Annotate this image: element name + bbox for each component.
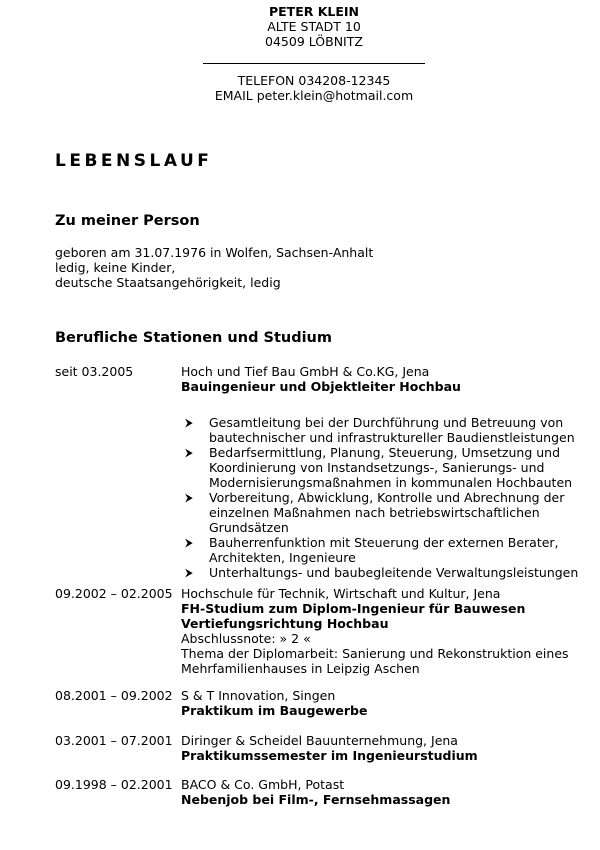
bullet-text: einzelnen Maßnahmen nach betriebswirtschaftlichen [209, 505, 540, 520]
bullet-text: Bedarfsermittlung, Planung, Steuerung, Umsetzung und [209, 445, 561, 460]
arrow-bullet-icon: ⮞ [185, 536, 193, 549]
bullet-text: Unterhaltungs- und baubegleitende Verwaltungsleistungen [209, 565, 579, 580]
arrow-bullet-icon: ⮞ [185, 416, 193, 429]
bullet-text: Koordinierung von Instandsetzungs-, Sanierungs- und [209, 460, 545, 475]
list-item [185, 565, 581, 580]
birth-info: geboren am 31.07.1976 in Wolfen, Sachsen-Anhalt [55, 245, 374, 260]
applicant-name: PETER KLEIN [268, 4, 360, 19]
thesis-topic: Thema der Diplomarbeit: Sanierung und Rekonstruktion eines [181, 646, 569, 661]
arrow-bullet-icon: ⮞ [185, 491, 193, 504]
entry-organization: Hochschule für Technik, Wirtschaft und Kultur, Jena [181, 586, 501, 601]
entry-date: seit 03.2005 [55, 364, 134, 379]
entry-organization: Diringer & Scheidel Bauunternehmung, Jena [181, 733, 458, 748]
arrow-bullet-icon: ⮞ [185, 446, 193, 459]
nationality: deutsche Staatsangehörigkeit, ledig [55, 275, 281, 290]
list-item [185, 445, 581, 490]
section-heading-stations: Berufliche Stationen und Studium [55, 330, 332, 346]
entry-date: 03.2001 – 07.2001 [55, 733, 173, 748]
entry-organization: BACO & Co. GmbH, Potast [181, 777, 345, 792]
bullet-text: Vorbereitung, Abwicklung, Kontrolle und Abrechnung der [209, 490, 565, 505]
entry-date: 09.2002 – 02.2005 [55, 586, 173, 601]
contact-header [0, 4, 600, 103]
entry-content [181, 586, 581, 676]
entry-role: Bauingenieur und Objektleiter Hochbau [181, 379, 461, 394]
bullet-text: Bauherrenfunktion mit Steuerung der externen Berater, [209, 535, 559, 550]
bullet-text: Modernisierungsmaßnahmen in kommunalen Hochbauten [209, 475, 573, 490]
street-address: ALTE STADT 10 [267, 19, 361, 34]
final-grade: Abschlussnote: » 2 « [181, 631, 311, 646]
entry-date: 08.2001 – 09.2002 [55, 688, 173, 703]
entry-content [181, 364, 581, 580]
entry-role-specialization: Vertiefungsrichtung Hochbau [181, 616, 389, 631]
document-title: LEBENSLAUF [55, 151, 213, 171]
entry-role: Praktikumssemester im Ingenieurstudium [181, 748, 478, 763]
phone-number: TELEFON 034208-12345 [237, 73, 391, 88]
entry-content [181, 733, 581, 763]
personal-details [55, 245, 373, 290]
entry-organization: S & T Innovation, Singen [181, 688, 336, 703]
entry-content [181, 777, 581, 807]
list-item [185, 490, 581, 535]
entry-date: 09.1998 – 02.2001 [55, 777, 173, 792]
city-address: 04509 LÖBNITZ [265, 34, 363, 49]
entry-role: Praktikum im Baugewerbe [181, 703, 368, 718]
entry-role: FH-Studium zum Diplom-Ingenieur für Bauwesen [181, 601, 526, 616]
bullet-text: Architekten, Ingenieure [209, 550, 356, 565]
bullet-text: Gesamtleitung bei der Durchführung und Betreuung von [209, 415, 564, 430]
bullet-text: Grundsätzen [209, 520, 289, 535]
entry-organization: Hoch und Tief Bau GmbH & Co.KG, Jena [181, 364, 430, 379]
arrow-bullet-icon: ⮞ [185, 566, 193, 579]
family-status: ledig, keine Kinder, [55, 260, 176, 275]
entry-content [181, 688, 581, 718]
header-divider [203, 63, 425, 64]
email-address: EMAIL peter.klein@hotmail.com [214, 88, 414, 103]
list-item [185, 535, 581, 565]
bullet-text: bautechnischer und infrastruktureller Baudienstleistungen [209, 430, 575, 445]
responsibility-list [181, 415, 581, 580]
thesis-topic-continued: Mehrfamilienhauses in Leipzig Aschen [181, 661, 420, 676]
entry-role: Nebenjob bei Film-, Fernsehmassagen [181, 792, 451, 807]
section-heading-person: Zu meiner Person [55, 213, 200, 229]
list-item [185, 415, 581, 445]
